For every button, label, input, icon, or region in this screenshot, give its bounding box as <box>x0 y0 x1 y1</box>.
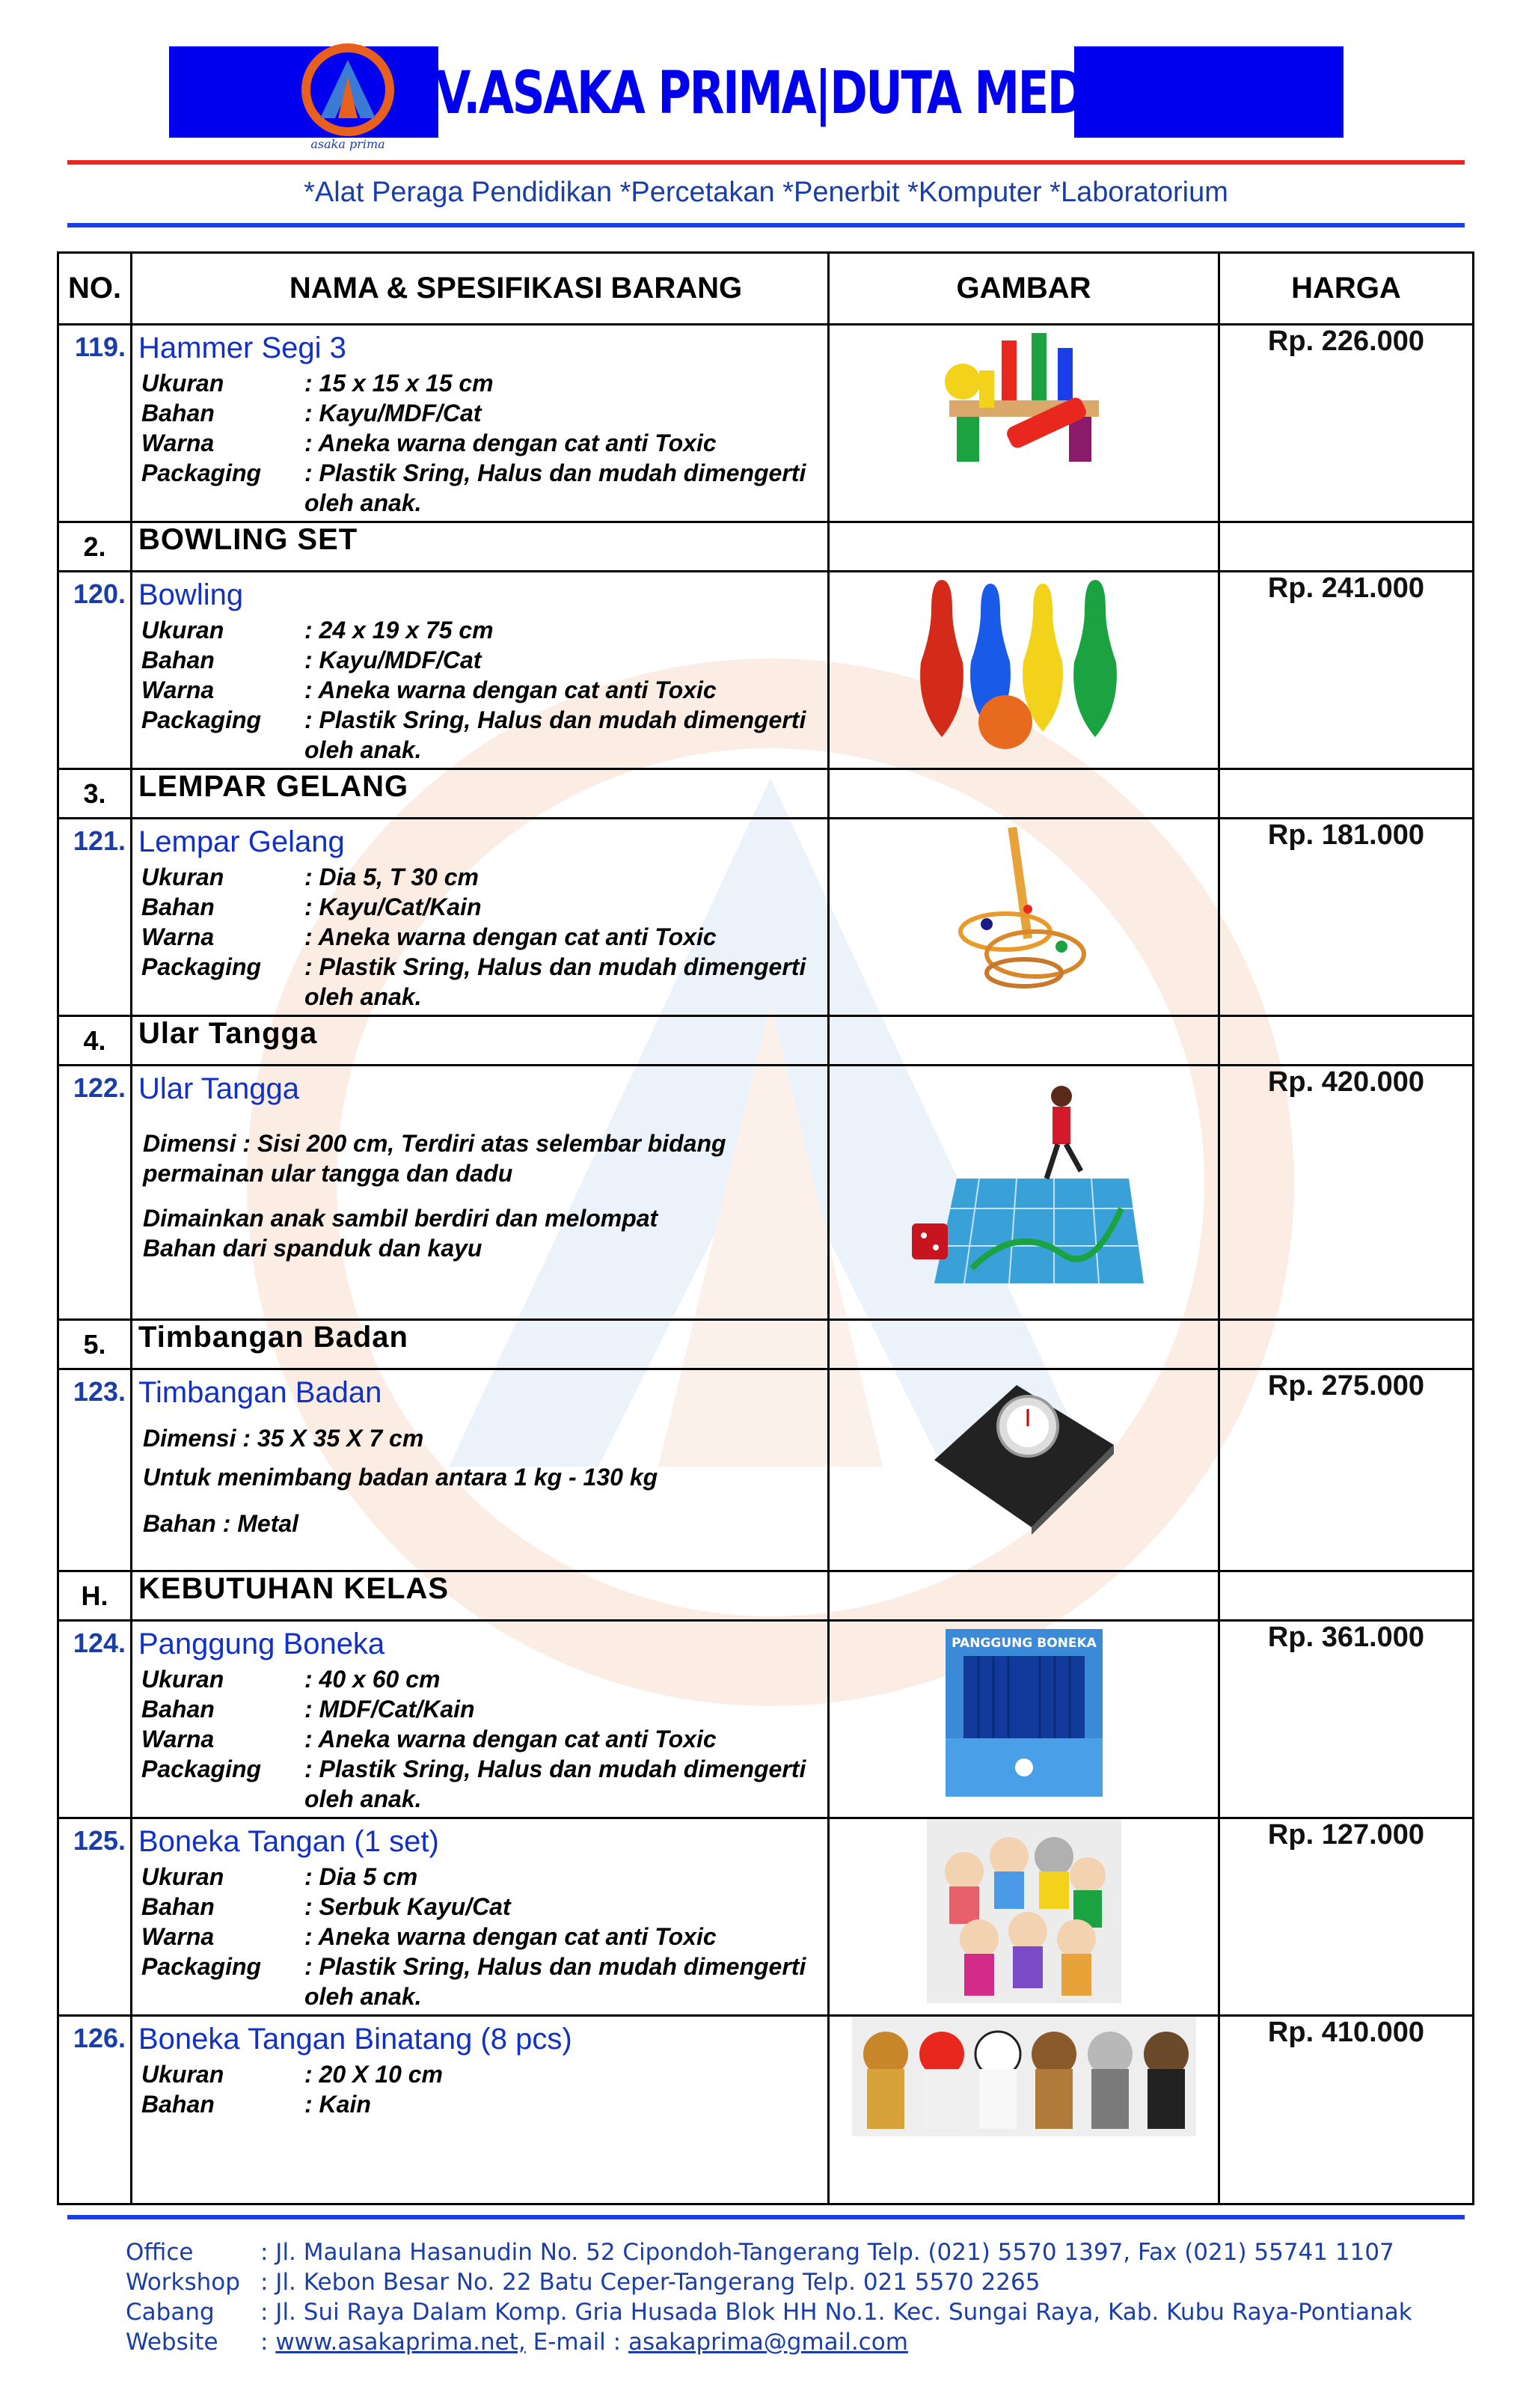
spec-label-packaging: Packaging <box>141 1755 262 1782</box>
item-spec <box>132 1818 829 2016</box>
header-price: HARGA <box>1219 253 1474 325</box>
spec-bahan: : Serbuk Kayu/Cat <box>304 1893 511 1920</box>
header-red-rule <box>67 160 1465 165</box>
price-list-table <box>57 251 1474 2205</box>
section-number: 2. <box>58 522 132 572</box>
spec-packaging: : Plastik Sring, Halus dan mudah dimengerti oleh anak. <box>304 459 806 516</box>
item-number: 125. <box>58 1818 132 2016</box>
spec-label-ukuran: Ukuran <box>141 370 224 397</box>
item-description: Untuk menimbang badan antara 1 kg - 130 kg <box>143 1464 658 1491</box>
header-blue-rule <box>67 223 1465 227</box>
spec-label-ukuran: Ukuran <box>141 617 224 644</box>
section-row <box>58 1320 1474 1369</box>
spec-label-bahan: Bahan <box>141 893 215 920</box>
item-spec <box>132 325 829 522</box>
footer-label: Office <box>126 2239 194 2266</box>
table-row <box>58 572 1474 769</box>
item-number: 123. <box>58 1369 132 1571</box>
item-price: Rp. 127.000 <box>1219 1818 1474 2016</box>
snakes-ladders-mat-icon <box>904 1066 1144 1291</box>
hammer-peg-toy-icon <box>934 326 1114 468</box>
spec-ukuran: : 40 x 60 cm <box>304 1666 441 1693</box>
item-image <box>829 325 1219 522</box>
table-row <box>58 1066 1474 1320</box>
table-row <box>58 2016 1474 2204</box>
item-spec <box>132 819 829 1016</box>
table-row <box>58 1621 1474 1818</box>
table-header-row <box>58 253 1474 325</box>
spec-bahan: : Kayu/Cat/Kain <box>304 893 482 920</box>
spec-label-bahan: Bahan <box>141 2091 215 2118</box>
item-spec <box>132 1621 829 1818</box>
spec-label-packaging: Packaging <box>141 1953 262 1980</box>
item-price: Rp. 181.000 <box>1219 819 1474 1016</box>
spec-packaging: : Plastik Sring, Halus dan mudah dimengerti oleh anak. <box>304 1953 806 2010</box>
puppet-stage-icon <box>938 1622 1110 1801</box>
spec-label-ukuran: Ukuran <box>141 1666 224 1693</box>
item-price: Rp. 226.000 <box>1219 325 1474 522</box>
spec-warna: : Aneka warna dengan cat anti Toxic <box>304 430 717 456</box>
item-name: Ular Tangga <box>138 1072 299 1105</box>
item-price: Rp. 410.000 <box>1219 2016 1474 2204</box>
table-row <box>58 325 1474 522</box>
spec-label-bahan: Bahan <box>141 1696 215 1723</box>
spec-packaging: : Plastik Sring, Halus dan mudah dimengerti oleh anak. <box>304 1755 806 1812</box>
item-number: 124. <box>58 1621 132 1818</box>
footer-workshop-address: : Jl. Kebon Besar No. 22 Batu Ceper-Tangerang Telp. 021 5570 2265 <box>260 2269 1041 2296</box>
item-spec <box>132 1066 829 1320</box>
spec-warna: : Aneka warna dengan cat anti Toxic <box>304 1923 717 1950</box>
footer-label: Workshop <box>126 2269 240 2296</box>
item-number: 126. <box>58 2016 132 2204</box>
spec-label-bahan: Bahan <box>141 647 215 673</box>
item-image <box>829 819 1219 1016</box>
spec-ukuran: : Dia 5 cm <box>304 1863 418 1890</box>
spec-ukuran: : Dia 5, T 30 cm <box>304 864 479 890</box>
spec-label-bahan: Bahan <box>141 1893 215 1920</box>
footer-workshop <box>126 2267 1412 2297</box>
footer-cabang-address: : Jl. Sui Raya Dalam Komp. Gria Husada Blok HH No.1. Kec. Sungai Raya, Kab. Kubu Raya-Pontianak <box>260 2299 1412 2326</box>
page-header <box>0 0 1532 239</box>
company-logo-icon <box>299 43 396 156</box>
section-number: 3. <box>58 769 132 819</box>
spec-label-warna: Warna <box>141 676 215 703</box>
item-image <box>829 572 1219 769</box>
item-image <box>829 1066 1219 1320</box>
footer-blue-rule <box>67 2215 1465 2219</box>
header-tagline: *Alat Peraga Pendidikan *Percetakan *Penerbit *Komputer *Laboratorium <box>304 177 1228 208</box>
section-title: LEMPAR GELANG <box>132 769 829 819</box>
page-footer <box>126 2237 1412 2357</box>
spec-bahan: : Kain <box>304 2091 371 2118</box>
bathroom-scale-icon <box>927 1370 1121 1535</box>
spec-label-warna: Warna <box>141 1923 215 1950</box>
finger-puppets-icon <box>927 1819 1121 2003</box>
footer-label: Website <box>126 2329 218 2356</box>
section-number: 4. <box>58 1016 132 1066</box>
spec-label-ukuran: Ukuran <box>141 864 224 890</box>
spec-label-warna: Warna <box>141 923 215 950</box>
email-link[interactable]: asakaprima@gmail.com <box>628 2329 908 2356</box>
item-price: Rp. 361.000 <box>1219 1621 1474 1818</box>
item-number: 120. <box>58 572 132 769</box>
item-price: Rp. 241.000 <box>1219 572 1474 769</box>
item-number: 121. <box>58 819 132 1016</box>
footer-office-address: : Jl. Maulana Hasanudin No. 52 Cipondoh-Tangerang Telp. (021) 5570 1397, Fax (021) 55741 1107 <box>260 2239 1394 2266</box>
item-description: Dimensi : Sisi 200 cm, Terdiri atas selembar bidang permainan ular tangga dan dadu <box>143 1130 726 1187</box>
spec-packaging: : Plastik Sring, Halus dan mudah dimengerti oleh anak. <box>304 706 806 763</box>
section-row <box>58 1016 1474 1066</box>
spec-packaging: : Plastik Sring, Halus dan mudah dimengerti oleh anak. <box>304 953 806 1010</box>
footer-label: Cabang <box>126 2299 215 2326</box>
item-spec <box>132 572 829 769</box>
website-link[interactable]: www.asakaprima.net, <box>275 2329 526 2356</box>
item-image <box>829 2016 1219 2204</box>
header-name: NAMA & SPESIFIKASI BARANG <box>132 253 829 325</box>
item-name: Timbangan Badan <box>138 1376 382 1409</box>
item-image <box>829 1369 1219 1571</box>
section-row <box>58 522 1474 572</box>
item-name: Lempar Gelang <box>138 825 345 858</box>
spec-label-ukuran: Ukuran <box>141 1863 224 1890</box>
footer-cabang <box>126 2297 1412 2327</box>
spec-label-packaging: Packaging <box>141 706 262 733</box>
item-description: Dimainkan anak sambil berdiri dan melompat Bahan dari spanduk dan kayu <box>143 1205 658 1262</box>
section-title: KEBUTUHAN KELAS <box>132 1571 829 1621</box>
item-price: Rp. 420.000 <box>1219 1066 1474 1320</box>
item-name: Boneka Tangan (1 set) <box>138 1825 439 1858</box>
item-price: Rp. 275.000 <box>1219 1369 1474 1571</box>
item-spec <box>132 1369 829 1571</box>
item-name: Hammer Segi 3 <box>138 331 346 364</box>
animal-hand-puppets-icon <box>852 2017 1196 2136</box>
spec-warna: : Aneka warna dengan cat anti Toxic <box>304 1726 717 1752</box>
spec-label-bahan: Bahan <box>141 400 215 427</box>
footer-office <box>126 2237 1412 2267</box>
spec-ukuran: : 20 X 10 cm <box>304 2061 443 2088</box>
item-name: Panggung Boneka <box>138 1628 385 1660</box>
section-row <box>58 769 1474 819</box>
item-number: 122. <box>58 1066 132 1320</box>
section-number: H. <box>58 1571 132 1621</box>
item-spec <box>132 2016 829 2204</box>
spec-bahan: : MDF/Cat/Kain <box>304 1696 475 1723</box>
spec-label-packaging: Packaging <box>141 953 262 980</box>
email-label: E-mail : <box>525 2329 628 2356</box>
header-image: GAMBAR <box>829 253 1219 325</box>
section-title: Ular Tangga <box>132 1016 829 1066</box>
ring-toss-icon <box>942 819 1106 999</box>
item-name: Boneka Tangan Binatang (8 pcs) <box>138 2023 572 2056</box>
spec-warna: : Aneka warna dengan cat anti Toxic <box>304 676 717 703</box>
section-row <box>58 1571 1474 1621</box>
section-title: BOWLING SET <box>132 522 829 572</box>
item-image <box>829 1621 1219 1818</box>
spec-label-ukuran: Ukuran <box>141 2061 224 2088</box>
spec-warna: : Aneka warna dengan cat anti Toxic <box>304 923 717 950</box>
footer-website <box>126 2327 1412 2357</box>
item-name: Bowling <box>138 578 244 611</box>
table-row <box>58 819 1474 1016</box>
table-row <box>58 1369 1474 1571</box>
item-description: Dimensi : 35 X 35 X 7 cm <box>143 1425 424 1452</box>
footer-colon: : <box>260 2329 276 2356</box>
spec-bahan: : Kayu/MDF/Cat <box>304 400 482 427</box>
svg-text:PANGGUNG BONEKA: PANGGUNG BONEKA <box>951 1636 1097 1651</box>
company-name: CV.ASAKA PRIMA|DUTA MEDIA GROUP <box>404 60 1319 127</box>
item-image <box>829 1818 1219 2016</box>
section-title: Timbangan Badan <box>132 1320 829 1369</box>
bowling-pins-icon <box>912 572 1136 752</box>
spec-ukuran: : 24 x 19 x 75 cm <box>304 617 494 644</box>
spec-label-packaging: Packaging <box>141 459 262 486</box>
spec-label-warna: Warna <box>141 1726 215 1752</box>
spec-bahan: : Kayu/MDF/Cat <box>304 647 482 673</box>
item-description: Bahan : Metal <box>143 1510 299 1537</box>
spec-label-warna: Warna <box>141 430 215 456</box>
item-number: 119. <box>58 325 132 522</box>
table-row <box>58 1818 1474 2016</box>
section-number: 5. <box>58 1320 132 1369</box>
header-no: NO. <box>58 253 132 325</box>
spec-ukuran: : 15 x 15 x 15 cm <box>304 370 494 397</box>
svg-text:asaka prima: asaka prima <box>310 137 385 151</box>
